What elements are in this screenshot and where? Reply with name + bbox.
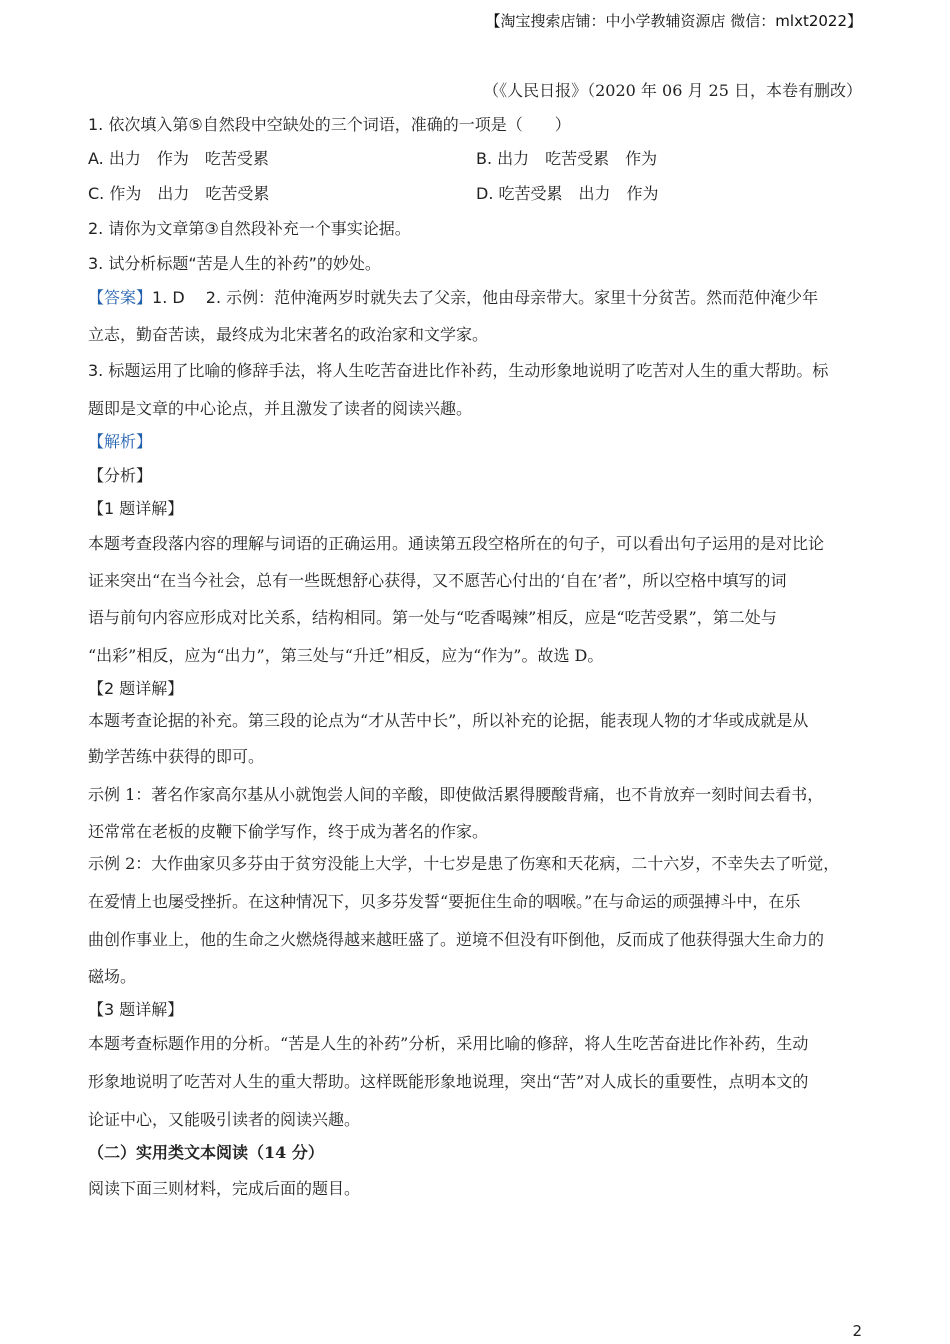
answer-line-4: 题即是文章的中心论点，并且激发了读者的阅读兴趣。	[88, 399, 473, 418]
detail-2-title: 【2 题详解】	[88, 679, 184, 698]
section-2-title: （二）实用类文本阅读（14 分）	[88, 1143, 324, 1162]
answer-line-2: 立志，勤奋苦读，最终成为北宋著名的政治家和文学家。	[88, 325, 489, 344]
detail-2-line-7: 曲创作事业上，他的生命之火燃烧得越来越旺盛了。逆境不但没有吓倒他，反而成了他获得强大生命力的	[88, 930, 825, 949]
detail-1-title: 【1 题详解】	[88, 499, 184, 518]
detail-1-line-4: “出彩”相反，应为“出力”，第三处与“升迁”相反，应为“作为”。故选 D。	[88, 646, 604, 665]
detail-2-line-5: 示例 2：大作曲家贝多芬由于贫穷没能上大学，十七岁是患了伤寒和天花病，二十六岁，不幸失去了听觉，	[88, 854, 840, 873]
answer-line-3: 3. 标题运用了比喻的修辞手法，将人生吃苦奋进比作补药，生动形象地说明了吃苦对人生的重大帮助。标	[88, 361, 829, 380]
question-1: 1. 依次填入第⑤自然段中空缺处的三个词语，准确的一项是（ ）	[88, 115, 571, 134]
question-3: 3. 试分析标题“苦是人生的补药”的妙处。	[88, 254, 381, 273]
detail-2-line-6: 在爱情上也屡受挫折。在这种情况下，贝多芬发誓“要扼住生命的咽喉。”在与命运的顽强搏斗中，在乐	[88, 892, 801, 911]
detail-2-line-1: 本题考查论据的补充。第三段的论点为“才从苦中长”，所以补充的论据，能表现人物的才华或成就是从	[88, 711, 809, 730]
page-number: 2	[852, 1322, 862, 1340]
option-row-2	[88, 183, 862, 205]
detail-2-line-8: 磁场。	[88, 967, 137, 986]
header-note: 【淘宝搜索店铺：中小学教辅资源店 微信：mlxt2022】	[485, 12, 862, 30]
analysis-label: 【解析】	[88, 432, 153, 451]
analysis-fenxi: 【分析】	[88, 466, 153, 485]
detail-1-line-1: 本题考查段落内容的理解与词语的正确运用。通读第五段空格所在的句子，可以看出句子运用的是对比论	[88, 534, 825, 553]
source-citation: （《人民日报》（2020 年 06 月 25 日，本卷有删改）	[483, 81, 862, 100]
detail-3-line-2: 形象地说明了吃苦对人生的重大帮助。这样既能形象地说理，突出“苦”对人成长的重要性，点明本文的	[88, 1072, 809, 1091]
detail-1-line-3: 语与前句内容应形成对比关系，结构相同。第一处与“吃香喝辣”相反，应是“吃苦受累”，第二处与	[88, 608, 777, 627]
detail-3-line-3: 论证中心，又能吸引读者的阅读兴趣。	[88, 1110, 361, 1129]
answer-text-1: 1. D 2. 示例：范仲淹两岁时就失去了父亲，他由母亲带大。家里十分贫苦。然而范仲淹少年	[152, 288, 819, 307]
detail-3-title: 【3 题详解】	[88, 1000, 184, 1019]
detail-3-line-1: 本题考查标题作用的分析。“苦是人生的补药”分析，采用比喻的修辞，将人生吃苦奋进比作补药，生动	[88, 1034, 809, 1053]
option-a: A. 出力 作为 吃苦受累	[88, 149, 269, 168]
option-row-1	[88, 148, 862, 170]
detail-1-line-2: 证来突出“在当今社会，总有一些既想舒心获得，又不愿苦心付出的‘自在’者”，所以空格中填写的词	[88, 571, 787, 590]
detail-2-line-3: 示例 1：著名作家高尔基从小就饱尝人间的辛酸，即使做活累得腰酸背痛，也不肯放弃一刻时间去看书，	[88, 785, 824, 804]
answer-line-1	[88, 287, 862, 309]
option-c: C. 作为 出力 吃苦受累	[88, 184, 270, 203]
option-b: B. 出力 吃苦受累 作为	[476, 149, 658, 168]
section-2-intro: 阅读下面三则材料，完成后面的题目。	[88, 1179, 361, 1198]
detail-2-line-4: 还常常在老板的皮鞭下偷学写作，终于成为著名的作家。	[88, 822, 489, 841]
option-d: D. 吃苦受累 出力 作为	[476, 184, 659, 203]
question-2: 2. 请你为文章第③自然段补充一个事实论据。	[88, 219, 411, 238]
answer-label: 【答案】	[88, 288, 153, 307]
detail-2-line-2: 勤学苦练中获得的即可。	[88, 747, 265, 766]
